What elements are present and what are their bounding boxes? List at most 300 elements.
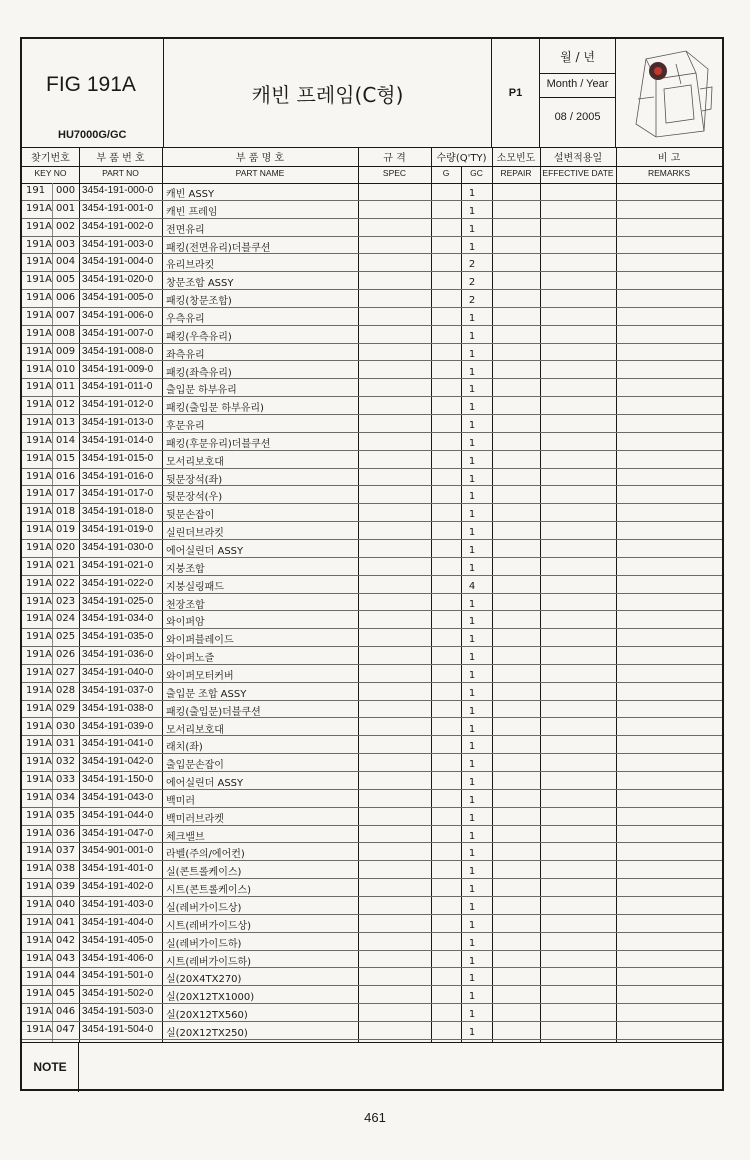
part-number: 3454-191-403-0	[82, 899, 154, 910]
part-number: 3454-191-405-0	[82, 934, 154, 946]
table-row	[22, 951, 722, 969]
col-repair-en: REPAIR	[500, 168, 532, 178]
key-sub-number: 012	[56, 399, 76, 411]
table-row	[22, 790, 722, 808]
key-sub-number: 006	[56, 292, 76, 304]
key-sub-number: 014	[56, 434, 76, 446]
part-name: 우측유리	[166, 313, 205, 325]
key-sub-number: 031	[56, 738, 76, 750]
quantity-gc: 1	[468, 527, 476, 539]
table-row	[22, 237, 722, 255]
key-sub-number: 023	[56, 595, 76, 607]
quantity-gc: 1	[468, 634, 476, 646]
quantity-gc: 1	[468, 794, 476, 806]
part-name: 유리브라킷	[166, 260, 215, 272]
note-label: NOTE	[22, 1043, 79, 1092]
key-number: 191A	[26, 613, 52, 625]
table-row	[22, 826, 722, 844]
quantity-gc: 1	[468, 723, 476, 735]
part-name: 실(레버가이드하)	[166, 938, 242, 950]
key-number: 191A	[26, 524, 52, 536]
date-value: 08 / 2005	[554, 111, 601, 123]
part-number: 3454-191-012-0	[82, 399, 154, 411]
key-number: 191A	[26, 452, 52, 464]
date-cell	[540, 39, 616, 147]
key-number: 191A	[26, 345, 52, 357]
part-name: 출입문 조합 ASSY	[166, 688, 247, 700]
table-row	[22, 879, 722, 897]
part-name: 천장조합	[166, 599, 205, 611]
part-name: 실(20X12TX1000)	[166, 992, 255, 1004]
table-row	[22, 861, 722, 879]
key-number: 191A	[26, 381, 52, 393]
part-name: 출입문 하부유리	[166, 385, 237, 397]
key-sub-number: 000	[56, 185, 76, 196]
table-row	[22, 647, 722, 665]
key-number: 191A	[26, 720, 52, 732]
key-number: 191A	[26, 488, 52, 500]
part-number: 3454-191-047-0	[82, 827, 154, 839]
key-number: 191A	[26, 559, 52, 571]
part-number: 3454-191-501-0	[82, 970, 154, 982]
quantity-gc: 1	[468, 223, 476, 235]
column-header-ko	[22, 149, 722, 167]
key-sub-number: 043	[56, 952, 76, 964]
part-number: 3454-191-402-0	[82, 881, 154, 893]
quantity-gc: 1	[468, 937, 476, 949]
table-row	[22, 326, 722, 344]
part-number: 3454-191-015-0	[82, 452, 154, 464]
key-number: 191A	[26, 238, 52, 250]
key-number: 191A	[26, 309, 52, 321]
quantity-gc: 1	[468, 491, 476, 503]
key-sub-number: 026	[56, 649, 76, 661]
key-number: 191A	[26, 952, 52, 964]
part-number: 3454-191-039-0	[82, 720, 154, 732]
table-row	[22, 772, 722, 790]
part-number: 3454-901-001-0	[82, 845, 154, 857]
key-sub-number: 025	[56, 631, 76, 643]
table-row	[22, 254, 722, 272]
parts-sheet	[20, 37, 724, 1091]
part-number: 3454-191-003-0	[82, 238, 154, 250]
quantity-gc: 1	[468, 652, 476, 664]
table-row	[22, 701, 722, 719]
part-name: 모서리보호대	[166, 456, 224, 468]
part-number: 3454-191-043-0	[82, 791, 154, 803]
part-number: 3454-191-502-0	[82, 988, 154, 1000]
table-row	[22, 594, 722, 612]
key-sub-number: 002	[56, 220, 76, 232]
key-sub-number: 027	[56, 666, 76, 678]
table-row	[22, 719, 722, 737]
part-number: 3454-191-040-0	[82, 666, 154, 678]
table-row	[22, 1004, 722, 1022]
table-row	[22, 558, 722, 576]
quantity-gc: 1	[468, 830, 476, 842]
table-row	[22, 201, 722, 219]
part-number: 3454-191-041-0	[82, 738, 154, 750]
quantity-gc: 4	[468, 580, 476, 592]
key-number: 191A	[26, 577, 52, 589]
sheet-header	[22, 39, 722, 148]
part-number: 3454-191-000-0	[82, 185, 154, 196]
table-row	[22, 415, 722, 433]
date-label-ko: 월 / 년	[560, 50, 595, 64]
quantity-gc: 1	[468, 848, 476, 860]
key-sub-number: 041	[56, 916, 76, 928]
part-number: 3454-191-036-0	[82, 649, 154, 661]
quantity-gc: 1	[468, 777, 476, 789]
part-name: 백미러브라켓	[166, 813, 224, 825]
key-sub-number: 015	[56, 452, 76, 464]
part-name: 패킹(좌측유리)	[166, 367, 232, 379]
part-number: 3454-191-016-0	[82, 470, 154, 482]
table-row	[22, 486, 722, 504]
col-partname-ko: 부 품 명 호	[235, 153, 285, 164]
col-partno-en: PART NO	[102, 168, 139, 178]
table-row	[22, 183, 722, 201]
date-label-en: Month / Year	[546, 78, 609, 90]
key-sub-number: 004	[56, 256, 76, 268]
part-number: 3454-191-017-0	[82, 488, 154, 500]
key-number: 191A	[26, 327, 52, 339]
part-name: 백미러	[166, 795, 195, 807]
model-number: HU7000G/GC	[58, 129, 127, 141]
figure-number: FIG 191A	[46, 73, 136, 96]
column-header-en	[22, 166, 722, 184]
part-name: 캐빈 ASSY	[166, 189, 215, 200]
table-row	[22, 522, 722, 540]
key-sub-number: 035	[56, 809, 76, 821]
part-name: 패킹(우측유리)	[166, 331, 232, 343]
part-name: 와이퍼모터커버	[166, 670, 234, 682]
key-number: 191A	[26, 863, 52, 875]
part-name: 창문조합 ASSY	[166, 278, 234, 290]
key-number: 191A	[26, 363, 52, 375]
col-remarks-en: REMARKS	[647, 168, 691, 178]
part-number: 3454-191-004-0	[82, 256, 154, 268]
part-name: 시트(콘트롤케이스)	[166, 885, 252, 897]
part-name: 래치(좌)	[166, 742, 203, 754]
table-row	[22, 504, 722, 522]
key-number: 191A	[26, 666, 52, 678]
part-number: 3454-191-019-0	[82, 524, 154, 536]
table-row	[22, 629, 722, 647]
quantity-gc: 1	[468, 687, 476, 699]
part-number: 3454-191-037-0	[82, 684, 154, 696]
part-number: 3454-191-018-0	[82, 506, 154, 518]
key-sub-number: 001	[56, 202, 76, 214]
part-name: 와이퍼노즐	[166, 653, 215, 665]
table-row	[22, 272, 722, 290]
part-number: 3454-191-503-0	[82, 1006, 154, 1018]
key-number: 191A	[26, 702, 52, 714]
quantity-gc: 1	[468, 759, 476, 771]
part-name: 좌측유리	[166, 349, 205, 361]
key-number: 191A	[26, 470, 52, 482]
part-name: 에어실린더 ASSY	[166, 546, 244, 557]
table-row	[22, 683, 722, 701]
part-name: 패킹(전면유리)더블쿠션	[166, 242, 271, 254]
quantity-gc: 1	[468, 366, 476, 378]
col-key-en: KEY NO	[34, 168, 67, 178]
key-number: 191A	[26, 542, 52, 553]
col-qty-ko: 수량(Q'TY)	[436, 153, 487, 164]
table-row	[22, 308, 722, 326]
part-name: 뒷문손잡이	[166, 510, 215, 522]
table-row	[22, 451, 722, 469]
part-number: 3454-191-013-0	[82, 417, 154, 429]
part-name: 와이퍼블레이드	[166, 635, 234, 647]
quantity-gc: 2	[468, 259, 476, 271]
part-name: 캐빈 프레임	[166, 206, 218, 218]
key-number: 191A	[26, 399, 52, 411]
part-number: 3454-191-038-0	[82, 702, 154, 714]
col-repair-ko: 소모빈도	[496, 153, 536, 164]
part-number: 3454-191-001-0	[82, 202, 154, 214]
key-sub-number: 007	[56, 309, 76, 321]
key-number: 191A	[26, 256, 52, 268]
table-row	[22, 754, 722, 772]
table-row	[22, 986, 722, 1004]
col-partno-ko: 부 품 번 호	[96, 153, 145, 164]
col-key-ko: 찾기번호	[31, 153, 70, 164]
quantity-gc: 1	[468, 545, 476, 556]
key-sub-number: 005	[56, 274, 76, 286]
key-sub-number: 033	[56, 774, 76, 786]
col-eff-en: EFFECTIVE DATE	[542, 168, 614, 178]
key-sub-number: 042	[56, 934, 76, 946]
part-number: 3454-191-007-0	[82, 327, 154, 339]
table-row	[22, 665, 722, 683]
quantity-gc: 1	[468, 741, 476, 753]
key-number: 191A	[26, 434, 52, 446]
key-number: 191A	[26, 774, 52, 786]
quantity-gc: 1	[468, 884, 476, 896]
key-sub-number: 032	[56, 756, 76, 768]
key-sub-number: 045	[56, 988, 76, 1000]
quantity-gc: 1	[468, 598, 476, 610]
part-number: 3454-191-020-0	[82, 274, 154, 286]
key-number: 191A	[26, 649, 52, 661]
col-qty-gc: GC	[470, 168, 483, 178]
quantity-gc: 1	[468, 455, 476, 467]
page-cell	[492, 39, 540, 147]
note-row	[22, 1042, 722, 1092]
part-name: 라벨(주의/에어컨)	[166, 849, 245, 861]
part-number: 3454-191-011-0	[82, 381, 153, 393]
quantity-gc: 2	[468, 295, 476, 307]
key-sub-number: 047	[56, 1023, 76, 1035]
table-row	[22, 808, 722, 826]
key-sub-number: 021	[56, 559, 76, 571]
table-row	[22, 379, 722, 397]
key-sub-number: 003	[56, 238, 76, 250]
quantity-gc: 1	[468, 188, 476, 199]
table-row	[22, 219, 722, 237]
key-sub-number: 016	[56, 470, 76, 482]
part-number: 3454-191-044-0	[82, 809, 154, 821]
key-sub-number: 010	[56, 363, 76, 375]
key-number: 191A	[26, 417, 52, 429]
quantity-gc: 1	[468, 1009, 476, 1021]
page-label: P1	[508, 87, 523, 99]
key-sub-number: 018	[56, 506, 76, 518]
key-number: 191A	[26, 684, 52, 696]
part-number: 3454-191-005-0	[82, 292, 154, 304]
part-number: 3454-191-406-0	[82, 952, 154, 964]
part-number: 3454-191-006-0	[82, 309, 154, 321]
key-number: 191A	[26, 1023, 52, 1035]
part-name: 와이퍼암	[166, 617, 205, 629]
quantity-gc: 1	[468, 616, 476, 628]
table-row	[22, 290, 722, 308]
quantity-gc: 1	[468, 1026, 476, 1038]
quantity-gc: 1	[468, 902, 476, 913]
part-name: 실(20X12TX250)	[166, 1027, 248, 1039]
part-name: 지붕조합	[166, 563, 205, 575]
key-number: 191A	[26, 827, 52, 839]
key-sub-number: 020	[56, 542, 76, 553]
key-number: 191A	[26, 970, 52, 982]
cabin-illustration	[616, 39, 722, 147]
cabin-drawing-icon	[616, 39, 722, 145]
quantity-gc: 1	[468, 509, 476, 521]
quantity-gc: 1	[468, 348, 476, 360]
key-sub-number: 046	[56, 1006, 76, 1018]
table-row	[22, 843, 722, 861]
key-number: 191A	[26, 899, 52, 910]
key-number: 191A	[26, 809, 52, 821]
col-spec-en: SPEC	[382, 168, 407, 178]
quantity-gc: 1	[468, 562, 476, 574]
part-number: 3454-191-022-0	[82, 577, 154, 589]
part-name: 실(콘트롤케이스)	[166, 867, 242, 879]
key-number: 191A	[26, 220, 52, 232]
part-name: 전면유리	[166, 224, 205, 236]
key-number: 191A	[26, 881, 52, 893]
table-row	[22, 397, 722, 415]
key-number: 191A	[26, 292, 52, 304]
key-number: 191A	[26, 738, 52, 750]
table-row	[22, 469, 722, 487]
key-sub-number: 028	[56, 684, 76, 696]
key-sub-number: 039	[56, 881, 76, 893]
part-name: 에어실린더 ASSY	[166, 778, 244, 790]
col-eff-ko: 설변적용일	[553, 153, 603, 164]
key-number: 191A	[26, 791, 52, 803]
quantity-gc: 1	[468, 812, 476, 824]
key-number: 191A	[26, 934, 52, 946]
quantity-gc: 1	[468, 205, 476, 217]
key-sub-number: 029	[56, 702, 76, 714]
key-number: 191A	[26, 631, 52, 643]
part-name: 패킹(출입문 하부유리)	[166, 403, 264, 415]
key-number: 191A	[26, 506, 52, 518]
key-sub-number: 044	[56, 970, 76, 982]
part-number: 3454-191-504-0	[82, 1023, 154, 1035]
key-number: 191A	[26, 988, 52, 1000]
part-number: 3454-191-002-0	[82, 220, 154, 232]
quantity-gc: 1	[468, 973, 476, 985]
quantity-gc: 1	[468, 437, 476, 449]
table-row	[22, 736, 722, 754]
part-name: 후문유리	[166, 421, 205, 433]
quantity-gc: 1	[468, 384, 476, 396]
col-partname-en: PART NAME	[235, 168, 285, 178]
quantity-gc: 1	[468, 705, 476, 717]
quantity-gc: 1	[468, 919, 476, 931]
part-name: 실(레버가이드상)	[166, 903, 242, 914]
part-name: 패킹(출입문)더블쿠션	[166, 706, 261, 718]
figure-cell	[22, 39, 164, 147]
col-remarks-ko: 비 고	[657, 153, 681, 164]
key-number: 191	[26, 185, 46, 196]
table-row	[22, 1022, 722, 1040]
key-sub-number: 030	[56, 720, 76, 732]
key-sub-number: 024	[56, 613, 76, 625]
part-name: 체크밸브	[166, 831, 205, 843]
part-number: 3454-191-034-0	[82, 613, 154, 625]
key-sub-number: 009	[56, 345, 76, 357]
part-name: 뒷문장석(좌)	[166, 474, 223, 486]
table-row	[22, 611, 722, 629]
part-name: 지붕실링패드	[166, 581, 224, 593]
part-name: 패킹(후문유리)더블쿠션	[166, 438, 271, 450]
quantity-gc: 1	[468, 402, 476, 414]
key-sub-number: 040	[56, 899, 76, 910]
key-number: 191A	[26, 274, 52, 286]
part-name: 실린더브라킷	[166, 528, 224, 540]
key-sub-number: 011	[56, 381, 76, 393]
table-row	[22, 968, 722, 986]
key-number: 191A	[26, 756, 52, 768]
part-name: 모서리보호대	[166, 724, 224, 736]
quantity-gc: 1	[468, 955, 476, 967]
quantity-gc: 1	[468, 669, 476, 681]
col-qty-g: G	[442, 168, 450, 178]
table-row	[22, 540, 722, 558]
table-row	[22, 433, 722, 451]
key-number: 191A	[26, 845, 52, 857]
part-number: 3454-191-025-0	[82, 595, 154, 607]
key-sub-number: 022	[56, 577, 76, 589]
quantity-gc: 1	[468, 420, 476, 432]
table-row	[22, 362, 722, 380]
quantity-gc: 1	[468, 473, 476, 485]
part-name: 실(20X12TX560)	[166, 1010, 248, 1022]
key-number: 191A	[26, 202, 52, 214]
sheet-title: 캐빈 프레임(C형)	[251, 83, 404, 107]
part-name: 패킹(창문조합)	[166, 296, 232, 308]
table-row	[22, 344, 722, 362]
quantity-gc: 1	[468, 312, 476, 324]
quantity-gc: 1	[468, 866, 476, 878]
part-name: 실(20X4TX270)	[166, 974, 242, 986]
part-name: 시트(레버가이드상)	[166, 920, 252, 932]
key-sub-number: 008	[56, 327, 76, 339]
part-number: 3454-191-401-0	[82, 863, 154, 875]
key-sub-number: 036	[56, 827, 76, 839]
part-number: 3454-191-035-0	[82, 631, 154, 643]
key-sub-number: 038	[56, 863, 76, 875]
part-number: 3454-191-009-0	[82, 363, 154, 375]
key-sub-number: 034	[56, 791, 76, 803]
part-name: 뒷문장석(우)	[166, 492, 223, 504]
part-number: 3454-191-008-0	[82, 345, 154, 357]
col-spec-ko: 규 격	[383, 153, 406, 164]
